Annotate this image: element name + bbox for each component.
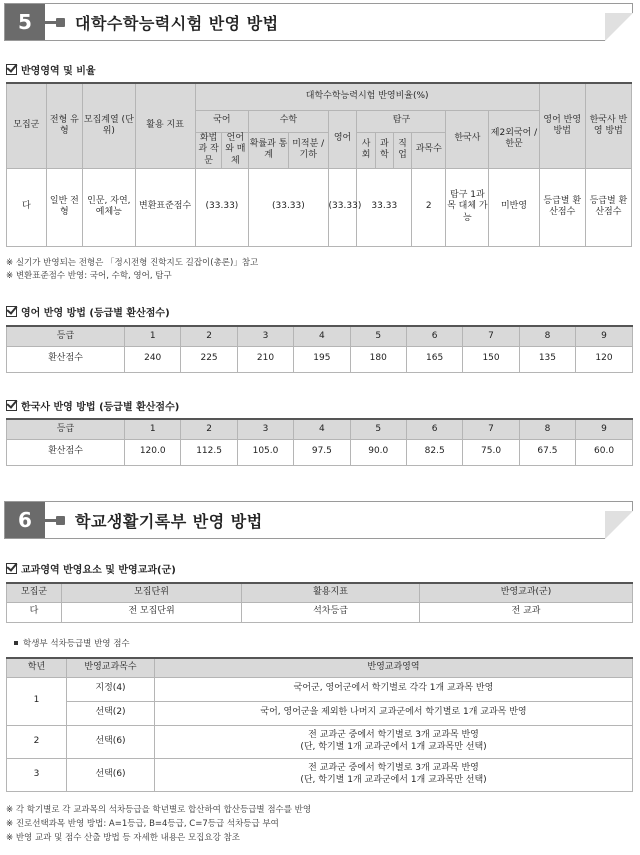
- cell-group: 다: [7, 168, 47, 246]
- grade-5: 5: [350, 326, 406, 346]
- subjects-table: [6, 582, 633, 623]
- header-group: 모집군: [7, 583, 62, 602]
- header-inq-sci: 과 학: [375, 132, 393, 168]
- header-unit: 모집계열 (단위): [83, 83, 136, 168]
- section-number: 5: [5, 4, 45, 40]
- grade-9: 9: [576, 326, 633, 346]
- cell-type: 일반 전형: [46, 168, 82, 246]
- header-csat: 대학수학능력시험 반영비율(%): [195, 83, 539, 110]
- score-4: 97.5: [294, 439, 350, 465]
- page-fold-corner: [605, 13, 633, 41]
- grade-9: 9: [576, 419, 633, 439]
- header-type: 전형 유형: [46, 83, 82, 168]
- checkbox-icon: [6, 400, 17, 411]
- reflection-note-1: ※ 각 학기별로 각 교과목의 석차등급을 학년별로 합산하여 합산등급별 점수를 반영: [6, 805, 312, 815]
- cell-count: 선택(6): [67, 725, 155, 758]
- cell-year-3: 3: [7, 758, 67, 791]
- cell-year-2: 2: [7, 725, 67, 758]
- score-8: 67.5: [519, 439, 575, 465]
- score-6: 82.5: [406, 439, 462, 465]
- grade-3: 3: [237, 326, 293, 346]
- cell-group: 다: [7, 602, 62, 622]
- grade-8: 8: [519, 326, 575, 346]
- score-6: 165: [406, 346, 462, 372]
- grade-2: 2: [181, 326, 237, 346]
- cell-area: 국어, 영어군을 제외한 나머지 교과군에서 학기별로 1개 교과목 반영: [155, 701, 633, 725]
- header-english: 영어: [328, 110, 357, 168]
- score-1: 120.0: [125, 439, 181, 465]
- score-7: 75.0: [463, 439, 519, 465]
- cell-index: 석차등급: [242, 602, 420, 622]
- header-year: 학년: [7, 658, 67, 677]
- bullet-square: [14, 641, 18, 645]
- grade-score-title: [14, 637, 130, 649]
- header-inq-soc: 사 회: [357, 132, 375, 168]
- score-8: 135: [519, 346, 575, 372]
- grade-4: 4: [294, 326, 350, 346]
- connector-dot: [56, 18, 65, 27]
- english-heading: [6, 304, 170, 319]
- header-inq-job: 직 업: [393, 132, 411, 168]
- subjects-heading: [6, 561, 176, 576]
- grade-7: 7: [463, 419, 519, 439]
- score-3: 105.0: [237, 439, 293, 465]
- cell-eng-method: 등급별 환산점수: [539, 168, 585, 246]
- score-1: 240: [125, 346, 181, 372]
- area-line-1: 전 교과군 중에서 학기별로 3개 교과목 반영: [308, 730, 479, 741]
- grade-2: 2: [181, 419, 237, 439]
- ratio-heading-text: 반영영역 및 비율: [21, 66, 96, 77]
- english-heading-text: 영어 반영 방법 (등급별 환산점수): [21, 308, 170, 319]
- connector-dot: [56, 516, 65, 525]
- score-9: 60.0: [576, 439, 633, 465]
- header-math: 수학: [249, 110, 328, 132]
- area-line-1: 전 교과군 중에서 학기별로 3개 교과목 반영: [308, 763, 479, 774]
- grade-label: 등급: [7, 419, 125, 439]
- cell-index: 변환표준점수: [135, 168, 195, 246]
- cell-hist-method: 등급별 환산점수: [585, 168, 631, 246]
- subjects-heading-text: 교과영역 반영요소 및 반영교과(군): [21, 565, 176, 576]
- ratio-table: [6, 82, 632, 247]
- grade-8: 8: [519, 419, 575, 439]
- header-index: 활용 지표: [135, 83, 195, 168]
- page-fold-corner: [605, 511, 633, 539]
- score-9: 120: [576, 346, 633, 372]
- grade-score-title-text: 학생부 석차등급별 반영 점수: [23, 639, 130, 649]
- ratio-note-1: ※ 실기가 반영되는 전형은 「정시전형 진학지도 길잡이(총론)」참고: [6, 258, 259, 268]
- cell-inquiry: 33.33: [357, 168, 412, 246]
- score-label: 환산점수: [7, 346, 125, 372]
- cell-area: 국어군, 영어군에서 학기별로 각각 1개 교과목 반영: [155, 677, 633, 701]
- cell-unit: 전 모집단위: [62, 602, 242, 622]
- reflection-table: [6, 657, 633, 792]
- header-unit: 모집단위: [62, 583, 242, 602]
- grade-6: 6: [406, 326, 462, 346]
- grade-3: 3: [237, 419, 293, 439]
- header-history: 한국사: [446, 110, 489, 168]
- grade-6: 6: [406, 419, 462, 439]
- cell-unit: 인문, 자연, 예체능: [83, 168, 136, 246]
- history-heading: [6, 398, 179, 413]
- score-label: 환산점수: [7, 439, 125, 465]
- cell-subjects: 전 교과: [420, 602, 633, 622]
- english-score-table: [6, 325, 633, 373]
- reflection-note-2: ※ 진로선택과목 반영 방법: A=1등급, B=4등급, C=7등급 석차등급 부여: [6, 819, 279, 829]
- checkbox-icon: [6, 64, 17, 75]
- header-hist-method: 한국사 반영 방법: [585, 83, 631, 168]
- header-area: 반영교과영역: [155, 658, 633, 677]
- cell-count: 지정(4): [67, 677, 155, 701]
- grade-1: 1: [125, 326, 181, 346]
- score-5: 90.0: [350, 439, 406, 465]
- checkbox-icon: [6, 563, 17, 574]
- history-heading-text: 한국사 반영 방법 (등급별 환산점수): [21, 402, 180, 413]
- header-second-lang: 제2외국어 /한문: [489, 110, 539, 168]
- header-kor-sub1: 화법과 작문: [195, 132, 222, 168]
- grade-1: 1: [125, 419, 181, 439]
- reflection-note-3: ※ 반영 교과 및 점수 산출 방법 등 자세한 내용은 모집요강 참조: [6, 833, 240, 843]
- score-2: 112.5: [181, 439, 237, 465]
- grade-label: 등급: [7, 326, 125, 346]
- score-4: 195: [294, 346, 350, 372]
- section-6-header: [4, 501, 633, 539]
- header-index: 활용지표: [242, 583, 420, 602]
- header-korean: 국어: [195, 110, 249, 132]
- section-title: 대학수학능력시험 반영 방법: [75, 13, 279, 33]
- cell-area: [155, 758, 633, 791]
- header-eng-method: 영어 반영 방법: [539, 83, 585, 168]
- cell-count: 선택(6): [67, 758, 155, 791]
- ratio-heading: [6, 62, 96, 77]
- checkbox-icon: [6, 306, 17, 317]
- score-2: 225: [181, 346, 237, 372]
- grade-5: 5: [350, 419, 406, 439]
- cell-korean: (33.33): [195, 168, 249, 246]
- score-3: 210: [237, 346, 293, 372]
- header-kor-sub2: 언어와 매체: [222, 132, 249, 168]
- history-score-table: [6, 418, 633, 466]
- score-7: 150: [463, 346, 519, 372]
- cell-area: [155, 725, 633, 758]
- header-math-sub1: 확률과 통계: [249, 132, 289, 168]
- header-inquiry: 탐구: [357, 110, 446, 132]
- area-line-2: (단, 학기별 1개 교과군에서 1개 교과목만 선택): [300, 774, 487, 785]
- section-5-header: [4, 3, 633, 41]
- cell-count: 2: [412, 168, 446, 246]
- section-number: 6: [5, 502, 45, 538]
- cell-math: (33.33): [249, 168, 328, 246]
- cell-second: 미반영: [489, 168, 539, 246]
- header-count: 반영교과목수: [67, 658, 155, 677]
- score-5: 180: [350, 346, 406, 372]
- cell-history: 탐구 1과목 대체 가능: [446, 168, 489, 246]
- cell-year-1: 1: [7, 677, 67, 725]
- header-inq-count: 과목수: [412, 132, 446, 168]
- area-line-2: (단, 학기별 1개 교과군에서 1개 교과목만 선택): [300, 741, 487, 752]
- ratio-note-2: ※ 변환표준점수 반영: 국어, 수학, 영어, 탐구: [6, 271, 172, 281]
- header-subjects: 반영교과(군): [420, 583, 633, 602]
- grade-7: 7: [463, 326, 519, 346]
- grade-4: 4: [294, 419, 350, 439]
- header-group: 모집군: [7, 83, 47, 168]
- cell-count: 선택(2): [67, 701, 155, 725]
- cell-english: (33.33): [328, 168, 357, 246]
- header-math-sub2: 미적분 /기하: [288, 132, 328, 168]
- section-title: 학교생활기록부 반영 방법: [75, 511, 263, 531]
